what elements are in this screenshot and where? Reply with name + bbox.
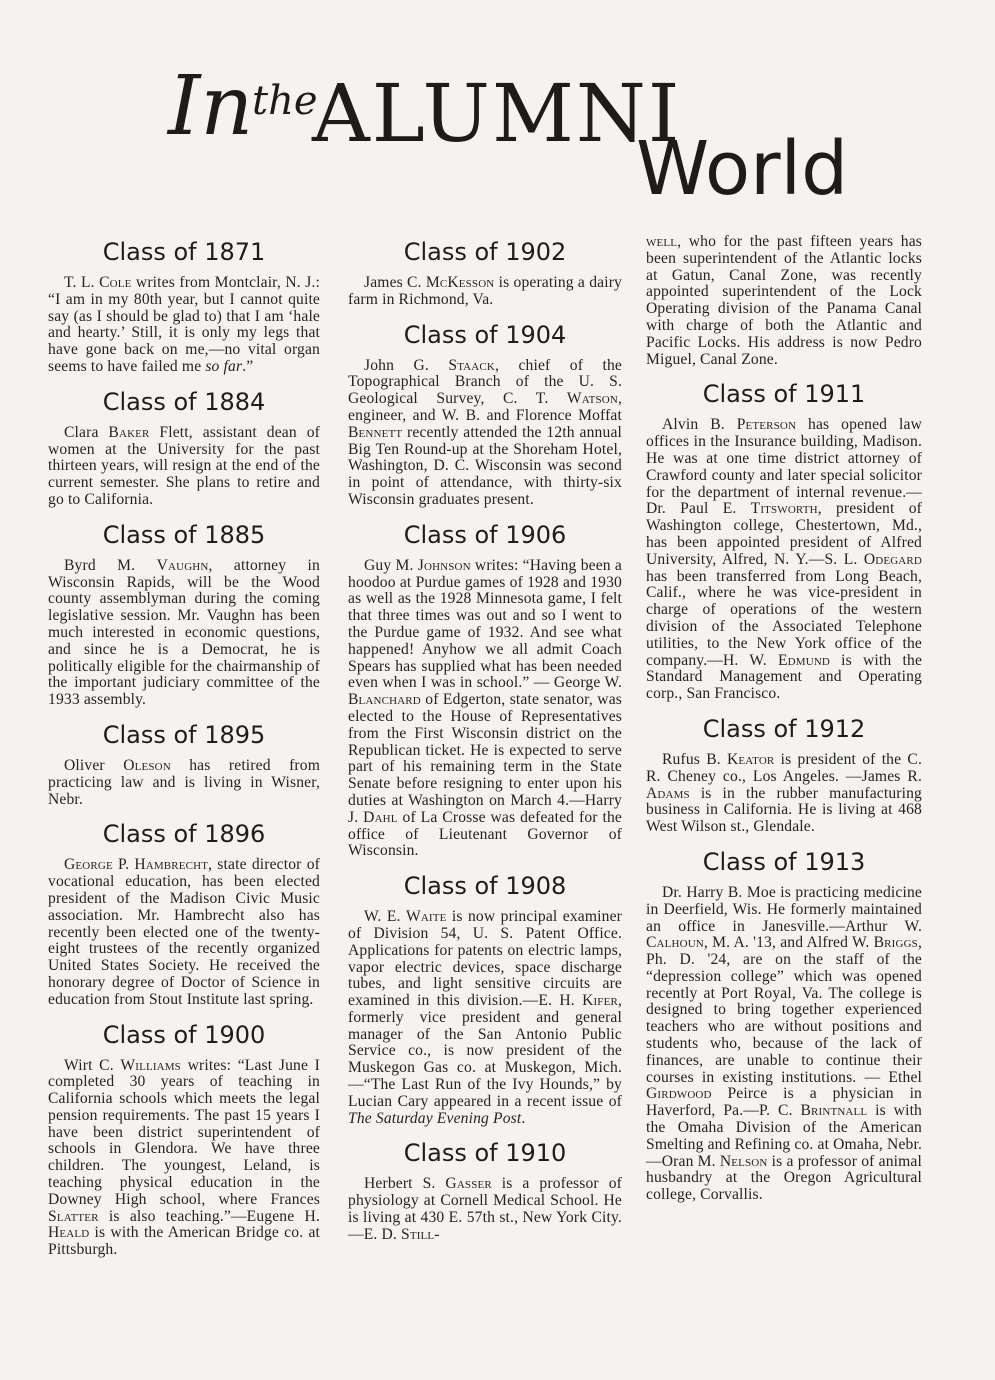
column-2 [348,234,622,1244]
entry-class-1910-continued: well, who for the past fifteen years has been superintendent of the Atlantic locks at Gatun, Canal Zone, was recently appointed superintendent of the Lock Operating division of the Panama Canal with charge of both the Atlantic and Pacific Locks. His address is now Pedro Miguel, Canal Zone. [646,233,922,368]
masthead [0,0,995,230]
entry-class-1911: Alvin B. Peterson has opened law offices in the Insurance building, Madison. He was at one time district attorney of Crawford county and later special solicitor for the department of internal revenue.—Dr. Paul E. Titsworth, president of Washington college, Chestertown, Md., has been appointed president of Alfred University, Alfred, N. Y.—S. L. Odegard has been transferred from Long Beach, Calif., where he was vice-president in charge of operations of the western division of the Associated Telephone utilities, to the New York office of the company.—H. W. Edmund is with the Standard Management and Operating corp., San Francisco. [646,416,923,703]
heading-class-1904: Class of 1904 [403,320,567,349]
entry-class-1912: Rufus B. Keator is president of the C. R. Cheney co., Los Angeles. —James R. Adams is in the rubber manufacturing business in California. He is living at 468 West Wilson st., Glendale. [646,750,923,836]
entry-class-1908: W. E. Waite is now principal examiner of Division 54, U. S. Patent Office. Applications for patents on electric lamps, vapor electric devices, space discharge tubes, and light sensitive circuits are examined in this division.—E. H. Kifer, formerly vice president and general manager of the San Antonio Public Service co., is now president of the Muskegon Gas co. at Muskegon, Mich.—“The Last Run of the Ivy Hounds,” by Lucian Cary appeared in a recent issue of The Saturday Evening Post. [348,908,622,1127]
entry-class-1900: Wirt C. Williams writes: “Last June I completed 30 years of teaching in California schools which meets the legal pension requirements. The past 15 years I have been district superintendent of schools in Glendora. We have three children. The youngest, Leland, is teaching physical education in the Downey High school, where Frances Slatter is also teaching.”—Eugene H. Heald is with the American Bridge co. at Pittsburgh. [48,1056,321,1259]
heading-class-1896: Class of 1896 [102,820,266,849]
entry-class-1913: Dr. Harry B. Moe is practicing medicine in Deerfield, Wis. He formerly maintained an office in Janesville.—Arthur W. Calhoun, M. A. '13, and Alfred W. Briggs, Ph. D. '24, are on the staff of the “depression college” which was opened recently at Port Royal, Va. The college is designed to bring together experienced teachers who are without positions and students who, because of the lack of finances, are unable to continue their courses in existing institutions. — Ethel Girdwood Peirce is a physician in Haverford, Pa.—P. C. Brintnall is with the Omaha Division of the American Smelting and Refining co. at Omaha, Nebr.—Oran M. Nelson is a professor of animal husbandry at the Oregon Agricultural college, Corvallis. [646,883,923,1204]
heading-class-1913: Class of 1913 [702,847,866,876]
entry-class-1896: George P. Hambrecht, state director of vocational education, has been elected president of the Madison Civic Music association. Mr. Hambrecht also has recently been elected one of the twenty-eight trustees of the recently organized United States Society. He received the honorary degree of Doctor of Science in education from Stout Institute last spring. [48,856,320,1008]
entry-class-1884: Clara Baker Flett, assistant dean of women at the University for the past thirteen years, will resign at the end of the current semester. She plans to retire and go to California. [48,423,320,508]
entry-class-1871: T. L. Cole writes from Montclair, N. J.: “I am in my 80th year, but I cannot quite say (as I should be glad to) that I am ‘hale and hearty.’ Still, it is only my legs that have gone back on me,—no vital organ seems to have failed me so far.” [48,274,320,375]
heading-class-1902: Class of 1902 [403,238,567,266]
entry-class-1904: John G. Staack, chief of the Topographical Branch of the U. S. Geological Survey, C. T. Watson, engineer, and W. B. and Florence Moffat Bennett recently attended the 12th annual Big Ten Round-up at the Shoreham Hotel, Washington, D. C. Wisconsin was second in point of attendance, with thirty-six Wisconsin graduates present. [348,356,622,508]
entry-class-1902: James C. McKesson is operating a dairy farm in Richmond, Va. [348,274,622,308]
entry-class-1895: Oliver Oleson has retired from practicing law and is living in Wisner, Nebr. [48,756,320,808]
masthead-in: In [168,59,254,154]
heading-class-1911: Class of 1911 [702,380,866,409]
entry-class-1910: Herbert S. Gasser is a professor of physiology at Cornell Medical School. He is living at 430 E. 57th st., New York City.—E. D. Still- [348,1175,623,1243]
masthead-the: the [252,78,318,124]
heading-class-1912: Class of 1912 [702,714,866,743]
entry-class-1885: Byrd M. Vaughn, attorney in Wisconsin Rapids, will be the Wood county assemblyman during the coming legislative session. Mr. Vaughn has been much interested in economic questions, and since he is a Democrat, he is politically eligible for the chairmanship of the important judiciary committee of the 1933 assembly. [48,556,320,709]
heading-class-1906: Class of 1906 [403,520,567,549]
heading-class-1895: Class of 1895 [102,720,266,749]
column-3 [646,234,922,1204]
column-1 [48,234,320,1259]
heading-class-1884: Class of 1884 [102,387,266,416]
heading-class-1900: Class of 1900 [102,1020,266,1049]
masthead-alumni: ALUMNI [312,67,682,160]
masthead-world: World [636,126,849,212]
heading-class-1908: Class of 1908 [403,872,567,901]
heading-class-1885: Class of 1885 [102,520,266,549]
heading-class-1871: Class of 1871 [102,238,266,266]
heading-class-1910: Class of 1910 [403,1139,567,1168]
entry-class-1906: Guy M. Johnson writes: “Having been a hoodoo at Purdue games of 1928 and 1930 as well as the 1928 Minnesota game, I felt that three times was out and so I went to the Purdue game of 1932. And see what happened! Anyhow we all admit Coach Spears has supplied what has been needed even when I was in school.” — George W. Blanchard of Edgerton, state senator, was elected to the House of Representatives from the First Wisconsin district on the Republican ticket. He is expected to serve part of his remaining term in the State Senate before resigning to enter upon his duties at Washington on March 4.—Harry J. Dahl of La Crosse was defeated for the office of Lieutenant Governor of Wisconsin. [348,556,622,860]
